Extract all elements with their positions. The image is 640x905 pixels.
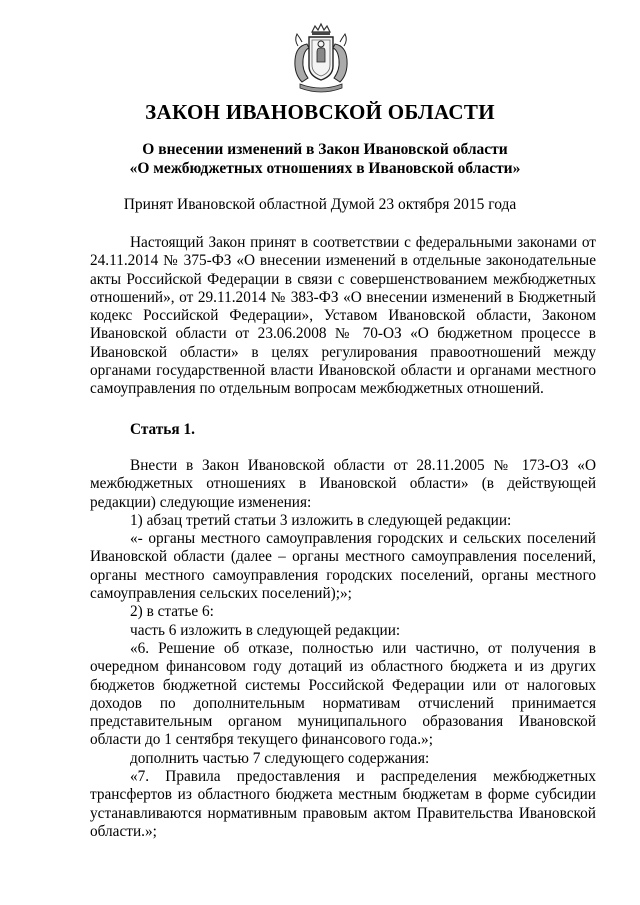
- coat-of-arms-icon: [290, 22, 352, 94]
- article-paragraph: «7. Правила предоставления и распределения межбюджетных трансфертов из областного бюджета местным бюджетам в форме субсидии устанавливаются нормативным правовым актом Правительства Ивановской области.»;: [90, 768, 596, 840]
- article-paragraph: 1) абзац третий статьи 3 изложить в следующей редакции:: [130, 511, 512, 529]
- article-heading: Статья 1.: [130, 420, 195, 438]
- law-subtitle: [60, 140, 590, 178]
- law-body: [90, 234, 596, 841]
- law-title: ЗАКОН ИВАНОВСКОЙ ОБЛАСТИ: [145, 100, 495, 124]
- adoption-note: Принят Ивановской областной Думой 23 октября 2015 года: [123, 196, 517, 213]
- article-paragraph: «6. Решение об отказе, полностью или частично, от получения в очередном финансовом году дотаций из областного бюджета и из других бюджетов бюджетной системы Российской Федерации или от налоговых доходов по дополнительным нормативам отчислений принимается представительным органом муниципального образования Ивановской области до 1 сентября текущего финансового года.»;: [90, 639, 596, 749]
- article-paragraph: дополнить частью 7 следующего содержания:: [130, 749, 430, 767]
- article-paragraph: 2) в статье 6:: [130, 603, 214, 621]
- article-paragraph: Внести в Закон Ивановской области от 28.11.2005 № 173-ОЗ «О межбюджетных отношениях в Ивановской области» (в действующей редакции) следующие изменения:: [90, 456, 596, 511]
- article-paragraph: часть 6 изложить в следующей редакции:: [130, 621, 401, 639]
- preamble-paragraph: Настоящий Закон принят в соответствии с федеральными законами от 24.11.2014 № 375-ФЗ «О внесении изменений в отдельные законодательные акты Российской Федерации в связи с совершенствованием межбюджетных отношений», от 29.11.2014 № 383-ФЗ «О внесении изменений в Бюджетный кодекс Российской Федерации», Уставом Ивановской области, Законом Ивановской области от 23.06.2008 № 70-ОЗ «О бюджетном процессе в Ивановской области» в целях регулирования правоотношений между органами государственной власти Ивановской области и органами местного самоуправления по отдельным вопросам межбюджетных отношений.: [90, 234, 596, 398]
- subtitle-line-1: О внесении изменений в Закон Ивановской области: [142, 141, 508, 158]
- subtitle-line-2: «О межбюджетных отношениях в Ивановской области»: [129, 160, 521, 177]
- article-paragraph: «- органы местного самоуправления городских и сельских поселений Ивановской области (далее – органы местного самоуправления поселений, органы местного самоуправления городских поселений, органы местного самоуправления сельских поселений);»;: [90, 530, 596, 603]
